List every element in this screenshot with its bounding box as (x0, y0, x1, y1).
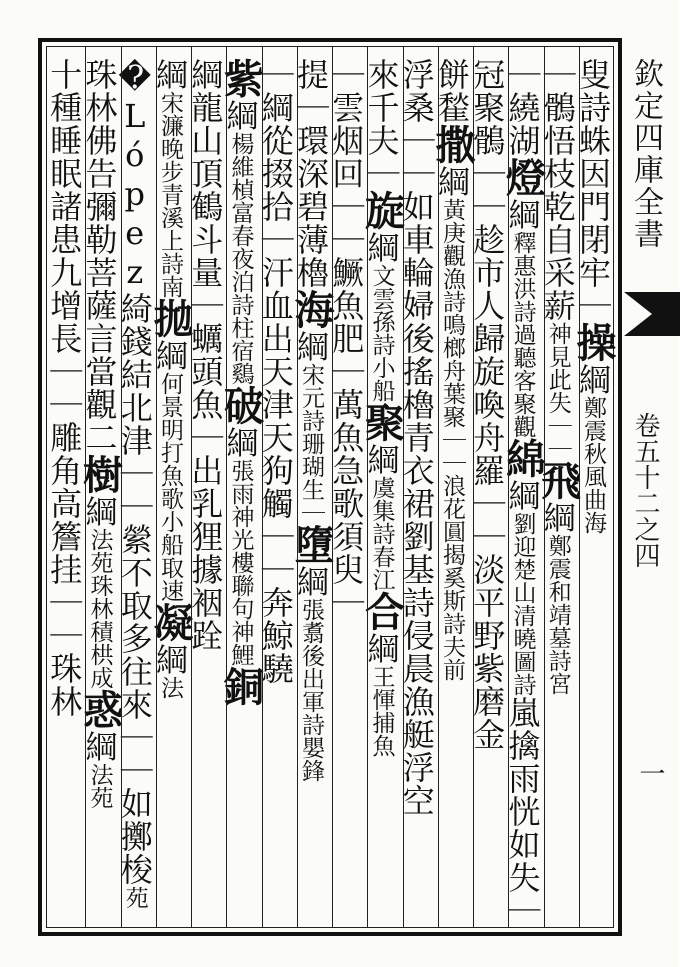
body-text: 綱 (503, 198, 542, 231)
body-text: ｜｜鱖魚肥 (327, 190, 366, 355)
annotation-text: 鄭震和靖墓詩宮 (544, 534, 571, 695)
annotation-text: 楊維楨富春夜泊詩柱宿鷄 (227, 132, 254, 385)
entry-heading: 紫 (217, 58, 265, 99)
entry-heading: 墮 (288, 524, 335, 565)
text-column (358, 58, 406, 918)
entry-heading: 凝 (147, 602, 194, 643)
column-rule (262, 47, 263, 927)
page-number: 一 (635, 760, 665, 786)
body-text: ｜出乳狸據裀跧 (186, 421, 225, 652)
body-text: 綱 (151, 339, 189, 372)
text-column (499, 58, 547, 927)
text-column (570, 58, 617, 918)
body-text: 叟詩蛛因門閉牢｜ (574, 58, 612, 322)
body-text: 十種睡眠諸患九增長｜｜ (45, 58, 84, 421)
body-text: 天狗觸｜｜奔鯨驍 (256, 421, 295, 685)
annotation-text: 法苑珠林積栱成 (86, 528, 113, 689)
body-text: ｜萬魚急 (327, 355, 366, 487)
body-text: 冠聚鶻 (468, 58, 507, 157)
entry-heading: 操 (570, 322, 617, 363)
annotation-text: 劉迎楚山清曉圖詩 (509, 512, 536, 696)
entry-heading: 破 (217, 385, 265, 426)
annotation-text: 張翥後出軍詩嬰鋒 (298, 598, 324, 782)
body-text: 綱 (362, 443, 401, 476)
body-text: ｜雲烟回 (327, 58, 366, 190)
column-rule (544, 47, 545, 927)
annotation-text: 神見此失｜｜ (544, 322, 571, 460)
column-rule (579, 47, 580, 927)
entry-heading: 海 (288, 289, 335, 330)
column-rule (191, 47, 192, 927)
body-text: 綱 (151, 58, 189, 91)
body-text: 羅｜｜淡平野紫磨金 (468, 454, 507, 751)
body-text: 不取多往來｜｜如擲梭 (115, 556, 154, 886)
annotation-text: 鄭震秋風曲海 (580, 396, 606, 534)
body-text: 綱 (80, 495, 119, 528)
book-title: 欽定四庫全書 (628, 58, 663, 250)
text-column (429, 58, 476, 918)
text-column (256, 58, 295, 918)
text-column (288, 58, 335, 918)
annotation-text: 宋濂晚步青溪上詩南 (157, 91, 183, 298)
body-text: ｜綱從掇拾 (256, 58, 295, 223)
column-rule (85, 47, 86, 927)
body-text: ｜繞湖 (503, 58, 542, 157)
entry-heading: 旋 (358, 190, 406, 231)
body-text: �López綺錢結北津｜｜縈 (115, 58, 154, 556)
entry-heading: 燈 (499, 157, 547, 198)
entry-heading: 惑 (76, 689, 124, 730)
text-column (217, 58, 265, 918)
body-text: 綱 (292, 565, 330, 598)
text-column (76, 58, 124, 918)
annotation-text: 黃庚觀漁詩鳴榔舟葉聚｜｜浪花圓揭奚斯詩夫前 (439, 198, 465, 681)
annotation-text: 何景明打魚歌小船取速 (157, 372, 183, 602)
entry-heading: 撒 (429, 124, 476, 165)
column-rule (438, 47, 439, 927)
volume-label: 卷五十二之四 (630, 412, 660, 568)
body-text: 浮桑 (397, 58, 436, 124)
body-text: ｜鶻悟枝乾自采薪 (538, 58, 577, 322)
body-text: 綱 (292, 330, 330, 363)
body-text: 蠣頭魚 (186, 322, 225, 421)
body-text: 綱 (221, 426, 260, 459)
annotation-text: 釋惠洪詩過聽客聚觀 (509, 231, 536, 438)
entry-heading: 飛 (534, 460, 582, 501)
body-text: 提｜環深碧薄櫓 (292, 58, 330, 289)
column-rule (508, 47, 509, 927)
annotation-text: 文雲孫詩小船 (368, 264, 395, 402)
text-column (534, 58, 582, 918)
body-text: 綱 (538, 501, 577, 534)
body-text: 綱 (80, 730, 119, 763)
text-column (186, 58, 225, 918)
entry-heading: 綿 (499, 438, 547, 479)
column-rule (332, 47, 333, 927)
annotation-text: 苑 (121, 886, 148, 909)
text-column (327, 58, 366, 918)
body-text: 珠林 (45, 652, 84, 718)
entry-heading: 樹 (76, 454, 124, 495)
body-text: 綱 (221, 99, 260, 132)
text-column (397, 58, 436, 918)
body-text: ｜｜如車輪婦後搖櫓青衣裙劉基詩侵晨漁艇浮空 (397, 124, 436, 817)
text-column (115, 58, 154, 918)
annotation-text: 張雨神光樓聯句神鯉 (227, 459, 254, 666)
body-text: 珠林佛告彌勒菩薩言當觀二 (80, 58, 119, 454)
column-rule (121, 47, 122, 927)
annotation-text: 王惲捕魚 (368, 665, 395, 757)
annotation-text: 法苑 (86, 763, 113, 809)
body-text: 來千夫｜ (362, 58, 401, 190)
annotation-text: 宋元詩珊瑚生｜ (298, 363, 324, 524)
fishtail-mark-icon (624, 292, 680, 336)
body-text: 綱 (503, 479, 542, 512)
entry-heading: 聚 (358, 402, 406, 443)
entry-heading: 拋 (147, 298, 194, 339)
entry-heading: 合 (358, 591, 406, 632)
body-text: 綱 (151, 643, 189, 676)
body-text: 綱 (362, 632, 401, 665)
column-rule (226, 47, 227, 927)
body-text: 歌須臾｜ (327, 487, 366, 619)
column-rule (473, 47, 474, 927)
body-text: 雕角高簷挂｜｜ (45, 421, 84, 652)
text-column (468, 58, 507, 918)
annotation-text: 虞集詩春江 (368, 476, 395, 591)
body-text: 綱 (433, 165, 471, 198)
body-text: 嵐擒雨恍如失｜ (503, 696, 542, 927)
body-text: 綱 (574, 363, 612, 396)
entry-heading: 銅 (217, 666, 265, 707)
body-text: 綱 (362, 231, 401, 264)
body-text: 龍山頂鶴斗量｜ (186, 91, 225, 322)
annotation-text: 法 (157, 676, 183, 699)
text-column (45, 58, 84, 918)
column-rule (367, 47, 368, 927)
body-text: ｜｜趁市人歸旋喚舟 (468, 157, 507, 454)
column-rule (403, 47, 404, 927)
body-text: ｜汗血出天津 (256, 223, 295, 421)
text-column (147, 58, 194, 918)
body-text: 餅䨂 (433, 58, 471, 124)
column-rule (297, 47, 298, 927)
column-rule (156, 47, 157, 927)
body-text: 綱 (186, 58, 225, 91)
